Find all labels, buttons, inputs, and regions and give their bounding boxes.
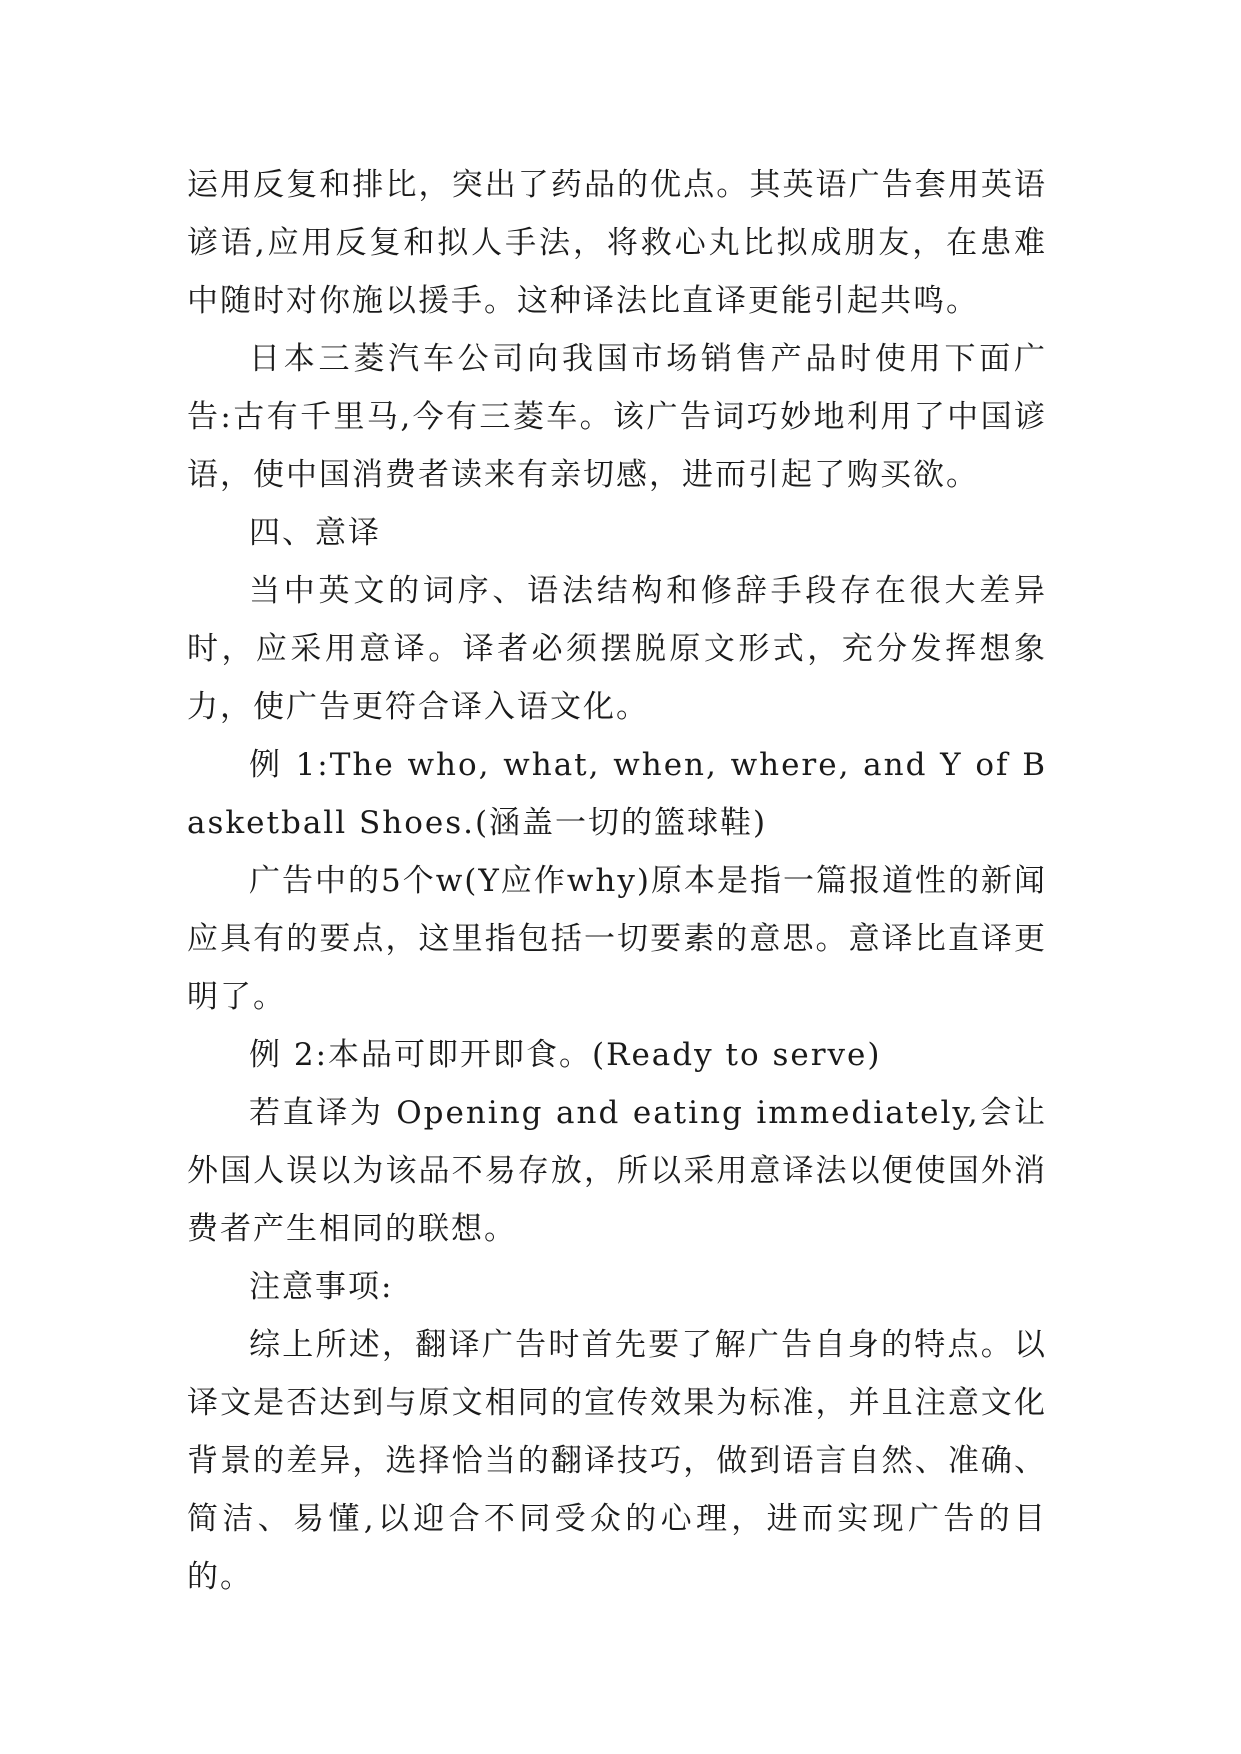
section-heading-notes: 注意事项: <box>249 1269 394 1305</box>
paragraph-mitsubishi-example: 日本三菱汽车公司向我国市场销售产品时使用下面广告:古有千里马,今有三菱车。该广告词巧妙地利用了中国谚语，使中国消费者读来有亲切感，进而引起了购买欲。 <box>187 341 1047 493</box>
paragraph-example-2-explanation: 若直译为 Opening and eating immediately,会让外国人误以为该品不易存放，所以采用意译法以便使国外消费者产生相同的联想。 <box>187 1095 1047 1247</box>
section-heading-free-translation: 四、意译 <box>249 515 381 551</box>
paragraph-example-1-explanation: 广告中的5个w(Y应作why)原本是指一篇报道性的新闻应具有的要点，这里指包括一切要素的意思。意译比直译更明了。 <box>187 863 1047 1015</box>
paragraph-conclusion: 综上所述，翻译广告时首先要了解广告自身的特点。以译文是否达到与原文相同的宣传效果为标准，并且注意文化背景的差异，选择恰当的翻译技巧，做到语言自然、准确、简洁、易懂,以迎合不同受众的心理，进而实现广告的目的。 <box>187 1327 1047 1595</box>
paragraph-example-2: 例 2:本品可即开即食。(Ready to serve) <box>249 1037 882 1073</box>
document-body <box>187 156 1047 1606</box>
paragraph-example-1: 例 1:The who, what, when, where, and Y of Basketball Shoes.(涵盖一切的篮球鞋) <box>187 747 1047 841</box>
paragraph-body-continuation: 运用反复和排比，突出了药品的优点。其英语广告套用英语谚语,应用反复和拟人手法，将救心丸比拟成朋友，在患难中随时对你施以援手。这种译法比直译更能引起共鸣。 <box>187 167 1047 319</box>
paragraph-free-translation-intro: 当中英文的词序、语法结构和修辞手段存在很大差异时，应采用意译。译者必须摆脱原文形式，充分发挥想象力，使广告更符合译入语文化。 <box>187 573 1047 725</box>
